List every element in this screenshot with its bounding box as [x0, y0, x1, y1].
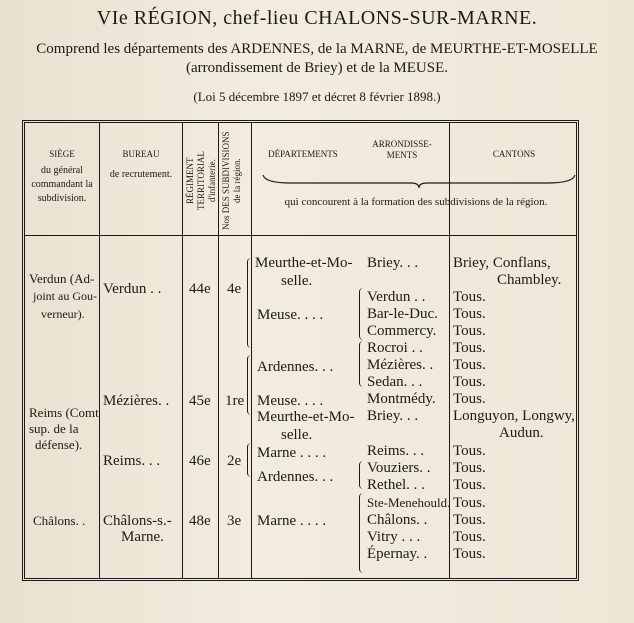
arr-rocroi: Rocroi . . — [367, 340, 423, 356]
bureau-mezieres: Mézières. . — [103, 393, 170, 409]
arr-vitry: Vitry . . . — [367, 529, 421, 545]
dept-meurthe-1: Meurthe-et-Mo- — [255, 255, 353, 271]
arr-bar-le-duc: Bar-le-Duc. — [367, 306, 438, 322]
header-arrondissements: ARRONDISSE- MENTS — [372, 139, 432, 160]
bureau-verdun: Verdun . . — [103, 281, 162, 297]
siege-verdun-2: joint au Gou- — [33, 289, 97, 303]
header-subdivisions: Nos DES SUBDIVISIONS de la région. — [221, 131, 242, 231]
subtitle-line-1: Comprend les départements des ARDENNES, de la MARNE, de MEURTHE-ET-MOSELLE — [36, 41, 598, 57]
arr-verdun: Verdun . . — [367, 289, 426, 305]
canton-tous: Tous. — [453, 512, 486, 528]
dept-meurthe-4: selle. — [281, 427, 313, 443]
canton-briey-2: Chambley. — [497, 272, 562, 288]
header-regiment: RÉGIMENT TERRITORIAL d'infanterie. — [185, 151, 217, 211]
arr-briey-1: Briey. . . — [367, 255, 419, 271]
regiment-45: 45e — [189, 393, 211, 409]
siege-reims-1: Reims (Comt — [29, 405, 99, 420]
bureau-chalons-1: Châlons-s.- — [103, 513, 172, 529]
arr-epernay: Épernay. . — [367, 546, 428, 562]
canton-tous: Tous. — [453, 306, 486, 322]
regiment-48: 48e — [189, 513, 211, 529]
header-departements: DÉPARTEMENTS — [268, 149, 338, 159]
canton-tous: Tous. — [453, 289, 486, 305]
subdiv-1: 1re — [225, 393, 245, 409]
dept-marne-1: Marne . . . . — [257, 445, 327, 461]
dept-ardennes-2: Ardennes. . . — [257, 469, 334, 485]
canton-longuyon-1: Longuyon, Longwy, — [453, 408, 575, 424]
canton-tous: Tous. — [453, 529, 486, 545]
subdiv-4: 4e — [227, 281, 242, 297]
col-divider — [99, 123, 100, 578]
bureau-reims: Reims. . . — [103, 453, 161, 469]
arr-rethel: Rethel. . . — [367, 477, 425, 493]
siege-verdun-3: verneur). — [41, 307, 85, 321]
brace-verdun — [247, 258, 254, 348]
header-divider — [25, 235, 576, 236]
header-cantons: CANTONS — [492, 149, 536, 159]
canton-tous: Tous. — [453, 357, 486, 373]
header-brace-curve — [261, 173, 577, 189]
canton-tous: Tous. — [453, 546, 486, 562]
col-divider — [182, 123, 183, 578]
arr-chalons: Châlons. . — [367, 512, 428, 528]
header-siege: SIÈGE du général commandant la subdivision. — [31, 149, 93, 204]
canton-tous: Tous. — [453, 477, 486, 493]
subdiv-3: 3e — [227, 513, 242, 529]
brace-meuse-arr — [359, 288, 366, 340]
canton-tous: Tous. — [453, 340, 486, 356]
subtitle-line-2: (arrondissement de Briey) et de la MEUSE. — [185, 60, 448, 76]
canton-briey-1: Briey, Conflans, — [453, 255, 551, 271]
brace-marne-arr — [359, 493, 366, 573]
arr-ste-menehould: Ste-Menehould. — [367, 495, 451, 510]
col-divider — [218, 123, 219, 578]
canton-tous: Tous. — [453, 460, 486, 476]
brace-reims — [247, 443, 254, 477]
header-bureau: BUREAU de recrutement. — [109, 149, 173, 180]
dept-meuse-1: Meuse. . . . — [257, 307, 324, 323]
canton-tous: Tous. — [453, 374, 486, 390]
law-reference: (Loi 5 décembre 1897 et décret 8 février 1898.) — [193, 89, 441, 104]
canton-tous: Tous. — [453, 323, 486, 339]
siege-reims-3: défense). — [35, 437, 83, 452]
arr-sedan: Sedan. . . — [367, 374, 423, 390]
header-concur: qui concourent à la formation des subdivisions de la région. — [284, 196, 548, 208]
arr-commercy: Commercy. — [367, 323, 437, 339]
arr-mezieres: Mézières. . — [367, 357, 434, 373]
brace-ardennes-arr — [359, 341, 366, 387]
arr-briey-2: Briey. . . — [367, 408, 419, 424]
canton-tous: Tous. — [453, 391, 486, 407]
regiment-46: 46e — [189, 453, 211, 469]
siege-chalons: Châlons. . — [33, 513, 86, 528]
canton-tous: Tous. — [453, 443, 486, 459]
regiment-44: 44e — [189, 281, 211, 297]
arr-reims: Reims. . . — [367, 443, 425, 459]
canton-longuyon-2: Audun. — [499, 425, 544, 441]
brace-ardennes-arr-2 — [359, 461, 366, 489]
siege-reims-2: sup. de la — [29, 421, 79, 436]
subtitle — [12, 40, 622, 78]
bureau-chalons-2: Marne. — [121, 529, 164, 545]
canton-tous: Tous. — [453, 495, 486, 511]
brace-mezieres — [247, 355, 254, 415]
siege-verdun-1: Verdun (Ad- — [29, 271, 95, 286]
page-title: VIe RÉGION, chef-lieu CHALONS-SUR-MARNE. — [96, 7, 538, 29]
dept-meurthe-2: selle. — [281, 273, 313, 289]
dept-ardennes-1: Ardennes. . . — [257, 359, 334, 375]
subdiv-2: 2e — [227, 453, 242, 469]
dept-marne-2: Marne . . . . — [257, 513, 327, 529]
arr-montmedy: Montmédy. — [367, 391, 436, 407]
dept-meurthe-3: Meurthe-et-Mo- — [257, 409, 355, 425]
dept-meuse-2: Meuse. . . . — [257, 393, 324, 409]
arr-vouziers: Vouziers. . — [367, 460, 431, 476]
region-table — [22, 120, 579, 581]
col-divider — [251, 123, 252, 578]
